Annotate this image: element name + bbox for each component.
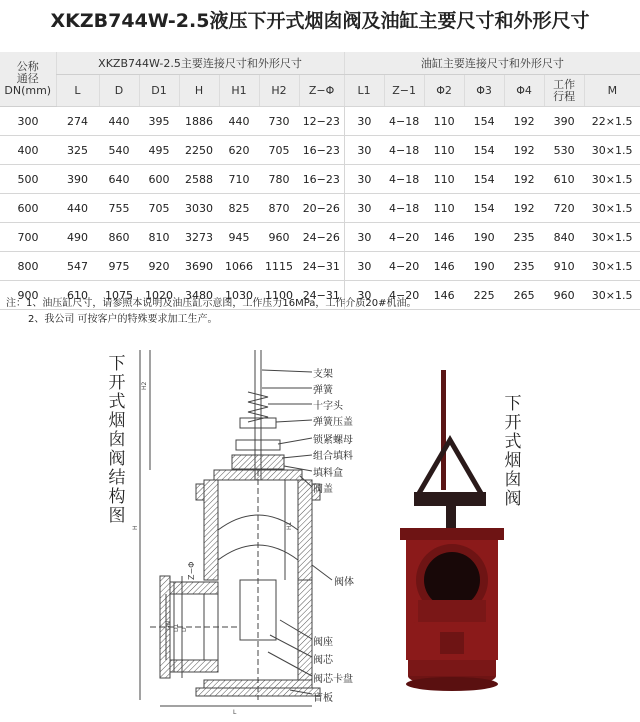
col-header: D1 — [139, 75, 179, 107]
callout-label: 填料盒 — [313, 468, 343, 479]
table-cell: 154 — [464, 165, 504, 194]
col-header: Z−1 — [384, 75, 424, 107]
table-cell: 1066 — [219, 252, 259, 281]
table-cell: 22×1.5 — [584, 107, 640, 136]
table-cell: 235 — [504, 223, 544, 252]
table-cell: 274 — [56, 107, 99, 136]
table-cell: 192 — [504, 194, 544, 223]
dim-label-h2: H2 — [141, 381, 148, 390]
table-cell: 440 — [56, 194, 99, 223]
table-cell: 4−20 — [384, 281, 424, 310]
right-vertical-title: 下开式烟囱阀 — [504, 394, 522, 509]
table-cell: 490 — [56, 223, 99, 252]
table-cell: 20−26 — [299, 194, 344, 223]
col-header: H1 — [219, 75, 259, 107]
col-header: Φ3 — [464, 75, 504, 107]
table-cell: 30 — [344, 252, 384, 281]
table-cell: 235 — [504, 252, 544, 281]
table-cell: 325 — [56, 136, 99, 165]
col-header: D — [99, 75, 139, 107]
table-cell: 24−31 — [299, 252, 344, 281]
table-cell: 1020 — [139, 281, 179, 310]
table-cell: 30 — [344, 281, 384, 310]
table-cell: 945 — [219, 223, 259, 252]
table-cell: 780 — [259, 165, 299, 194]
table-cell: 4−20 — [384, 223, 424, 252]
col-header: L — [56, 75, 99, 107]
callout-label: 阀座 — [313, 637, 333, 648]
dn-cell: 600 — [0, 194, 56, 223]
table-cell: 146 — [424, 252, 464, 281]
col-header: Z−Φ — [299, 75, 344, 107]
table-cell: 3690 — [179, 252, 219, 281]
table-cell: 4−18 — [384, 136, 424, 165]
table-cell: 3030 — [179, 194, 219, 223]
dn-cell: 500 — [0, 165, 56, 194]
table-cell: 3273 — [179, 223, 219, 252]
table-cell: 24−26 — [299, 223, 344, 252]
table-cell: 730 — [259, 107, 299, 136]
table-cell: 146 — [424, 223, 464, 252]
valve-photo — [400, 370, 504, 691]
table-cell: 110 — [424, 194, 464, 223]
table-cell: 2588 — [179, 165, 219, 194]
table-cell: 1886 — [179, 107, 219, 136]
table-cell: 620 — [219, 136, 259, 165]
table-cell: 1115 — [259, 252, 299, 281]
dim-label-h: H — [132, 525, 139, 530]
table-cell: 16−23 — [299, 136, 344, 165]
table-cell: 225 — [464, 281, 504, 310]
table-cell: 30 — [344, 223, 384, 252]
table-cell: 154 — [464, 194, 504, 223]
table-cell: 30 — [344, 165, 384, 194]
table-cell: 540 — [99, 136, 139, 165]
table-cell: 4−20 — [384, 252, 424, 281]
table-cell: 146 — [424, 281, 464, 310]
table-cell: 24−31 — [299, 281, 344, 310]
note-1: 注：1、油压缸尺寸，请参照本说明及油压缸示意图，工作压力16MPa，工作介质20#机油。 — [6, 298, 417, 309]
callout-label: 弹簧 — [313, 385, 333, 396]
dim-label-d: D — [181, 627, 188, 632]
table-cell: 4−18 — [384, 107, 424, 136]
table-cell: 755 — [99, 194, 139, 223]
col-header: L1 — [344, 75, 384, 107]
table-cell: 4−18 — [384, 165, 424, 194]
col-header: H — [179, 75, 219, 107]
callout-label: 支架 — [313, 369, 333, 380]
table-cell: 390 — [544, 107, 584, 136]
callout-label: 盲板 — [313, 693, 333, 704]
table-cell: 390 — [56, 165, 99, 194]
table-cell: 860 — [99, 223, 139, 252]
table-cell: 192 — [504, 107, 544, 136]
table-cell: 110 — [424, 165, 464, 194]
table-cell: 610 — [56, 281, 99, 310]
dn-cell: 800 — [0, 252, 56, 281]
table-cell: 3480 — [179, 281, 219, 310]
table-cell: 12−23 — [299, 107, 344, 136]
left-vertical-title: 下开式烟囱阀结构图 — [108, 354, 126, 526]
dn-cell: 300 — [0, 107, 56, 136]
page-title: XKZB744W-2.5液压下开式烟囱阀及油缸主要尺寸和外形尺寸 — [50, 10, 590, 32]
table-cell: 110 — [424, 136, 464, 165]
dn-cell: 900 — [0, 281, 56, 310]
table-cell: 870 — [259, 194, 299, 223]
note-2: 2、我公司 可按客户的特殊要求加工生产。 — [28, 314, 218, 325]
table-cell: 30 — [344, 194, 384, 223]
table-cell: 705 — [139, 194, 179, 223]
col-header: Φ2 — [424, 75, 464, 107]
table-cell: 192 — [504, 136, 544, 165]
table-cell: 395 — [139, 107, 179, 136]
table-cell: 610 — [544, 165, 584, 194]
table-cell: 1075 — [99, 281, 139, 310]
col-header: Φ4 — [504, 75, 544, 107]
table-cell: 154 — [464, 136, 504, 165]
table-cell: 30×1.5 — [584, 223, 640, 252]
table-cell: 1100 — [259, 281, 299, 310]
callout-label: 阀体 — [334, 577, 354, 588]
table-cell: 30×1.5 — [584, 252, 640, 281]
table-cell: 440 — [219, 107, 259, 136]
table-cell: 192 — [504, 165, 544, 194]
table-cell: 440 — [99, 107, 139, 136]
callout-label: 阀芯 — [313, 655, 333, 666]
table-cell: 547 — [56, 252, 99, 281]
table-cell: 825 — [219, 194, 259, 223]
callout-label: 组合填料 — [313, 451, 353, 462]
table-cell: 190 — [464, 223, 504, 252]
group-header-cylinder: 油缸主要连接尺寸和外形尺寸 — [344, 52, 640, 75]
table-cell: 2250 — [179, 136, 219, 165]
callout-label: 弹簧压盖 — [313, 417, 353, 428]
table-cell: 530 — [544, 136, 584, 165]
callout-label: 阀盖 — [313, 484, 333, 495]
table-cell: 30 — [344, 107, 384, 136]
table-cell: 960 — [544, 281, 584, 310]
group-header-valve: XKZB744W-2.5主要连接尺寸和外形尺寸 — [56, 52, 344, 75]
table-cell: 30×1.5 — [584, 136, 640, 165]
callout-label: 十字头 — [313, 401, 343, 412]
dim-label-d1: D1 — [173, 623, 180, 632]
table-cell: 705 — [259, 136, 299, 165]
table-cell: 975 — [99, 252, 139, 281]
table-cell: 720 — [544, 194, 584, 223]
table-cell: 920 — [139, 252, 179, 281]
table-cell: 4−18 — [384, 194, 424, 223]
dn-cell: 700 — [0, 223, 56, 252]
table-cell: 960 — [259, 223, 299, 252]
table-cell: 840 — [544, 223, 584, 252]
col-header: M — [584, 75, 640, 107]
col-header: 工作 行程 — [544, 75, 584, 107]
table-cell: 810 — [139, 223, 179, 252]
callout-label: 锁紧螺母 — [313, 435, 353, 446]
table-cell: 1030 — [219, 281, 259, 310]
table-cell: 30×1.5 — [584, 194, 640, 223]
dim-label-h1: H1 — [286, 521, 293, 530]
table-cell: 710 — [219, 165, 259, 194]
table-cell: 190 — [464, 252, 504, 281]
table-cell: 495 — [139, 136, 179, 165]
dim-label-dn: DN — [165, 620, 172, 630]
table-cell: 30 — [344, 136, 384, 165]
table-cell: 154 — [464, 107, 504, 136]
callout-label: 阀芯卡盘 — [313, 674, 353, 685]
table-cell: 640 — [99, 165, 139, 194]
dn-cell: 400 — [0, 136, 56, 165]
dn-header: 公称 通径 DN(mm) — [0, 52, 56, 107]
table-cell: 600 — [139, 165, 179, 194]
table-cell: 16−23 — [299, 165, 344, 194]
table-cell: 110 — [424, 107, 464, 136]
table-cell: 265 — [504, 281, 544, 310]
table-cell: 30×1.5 — [584, 281, 640, 310]
table-cell: 30×1.5 — [584, 165, 640, 194]
dim-label-l: L — [233, 709, 237, 716]
dim-label-z-phi: Z−Φ — [187, 561, 196, 580]
table-cell: 910 — [544, 252, 584, 281]
cross-section-drawing — [140, 350, 332, 706]
col-header: H2 — [259, 75, 299, 107]
